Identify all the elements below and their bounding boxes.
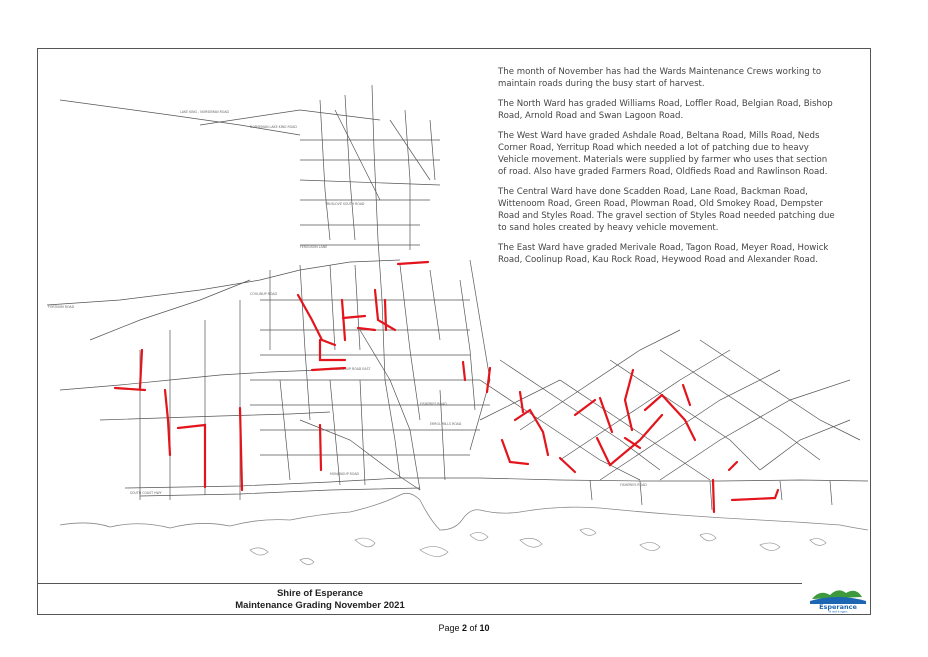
page-current: 2: [461, 623, 467, 633]
logo-tagline: W rest it again: [828, 610, 848, 613]
svg-text:LAKE KING - NORSEMAN ROAD: LAKE KING - NORSEMAN ROAD: [180, 110, 229, 114]
notes-paragraph: The North Ward has graded Williams Road, Loffler Road, Belgian Road, Bishop Road, Arnold Road and Swan Lagoon Road.: [498, 99, 833, 121]
shire-logo: [806, 585, 870, 613]
svg-text:SOUTH COAST HWY: SOUTH COAST HWY: [130, 491, 162, 495]
page-of: of: [467, 623, 480, 633]
logo-text: Esperance: [819, 603, 857, 611]
svg-text:ERROL MILLS ROAD: ERROL MILLS ROAD: [430, 422, 462, 426]
page-number: [0, 623, 928, 633]
notes-paragraph: The West Ward have graded Ashdale Road, Beltana Road, Mills Road, Neds Corner Road, Yerritup Road which needed a lot of patching due to heavy Vehicle movement. Materials were supplied by farmer who uses that section of road. Also have graded Farmers Road, Oldfieds Road and Rawlinson Road.: [498, 131, 828, 177]
map-title: Shire of Esperance: [276, 588, 364, 599]
svg-text:FISHERIES ROAD: FISHERIES ROAD: [620, 483, 647, 487]
svg-text:MONJINGUP ROAD: MONJINGUP ROAD: [330, 472, 359, 476]
maintenance-notes: [498, 66, 838, 274]
svg-text:FISHERIES ROAD: FISHERIES ROAD: [420, 402, 447, 406]
notes-paragraph: The Central Ward have done Scadden Road, Lane Road, Backman Road, Wittenoom Road, Green Road, Plowman Road, Old Smokey Road, Dempster Road and Styles Road. The gravel section of Styles Road needed patching due to sand holes created by heavy vehicle movement.: [498, 187, 835, 233]
svg-text:COOLINUP ROAD: COOLINUP ROAD: [250, 292, 277, 296]
svg-text:TRUSLOVE SOUTH ROAD: TRUSLOVE SOUTH ROAD: [325, 202, 365, 206]
notes-paragraph: The month of November has had the Wards Maintenance Crews working to maintain roads during the busy start of harvest.: [498, 67, 822, 89]
svg-text:FORTNUM ROAD: FORTNUM ROAD: [48, 305, 75, 309]
map-subtitle: Maintenance Grading November 2021: [235, 600, 405, 611]
graded-roads: [115, 262, 778, 512]
page-label: Page: [438, 623, 462, 633]
svg-text:FERGUSON LANE: FERGUSON LANE: [300, 245, 328, 249]
notes-paragraph: The East Ward have graded Merivale Road, Tagon Road, Meyer Road, Howick Road, Coolinup Road, Kau Rock Road, Heywood Road and Alexander Road.: [498, 243, 829, 265]
page-total: 10: [479, 623, 490, 633]
svg-text:SPEDDINGUP ROAD EAST: SPEDDINGUP ROAD EAST: [330, 367, 371, 371]
islands: [250, 529, 826, 565]
svg-text:NORSEMAN LAKE KING ROAD: NORSEMAN LAKE KING ROAD: [250, 125, 297, 129]
